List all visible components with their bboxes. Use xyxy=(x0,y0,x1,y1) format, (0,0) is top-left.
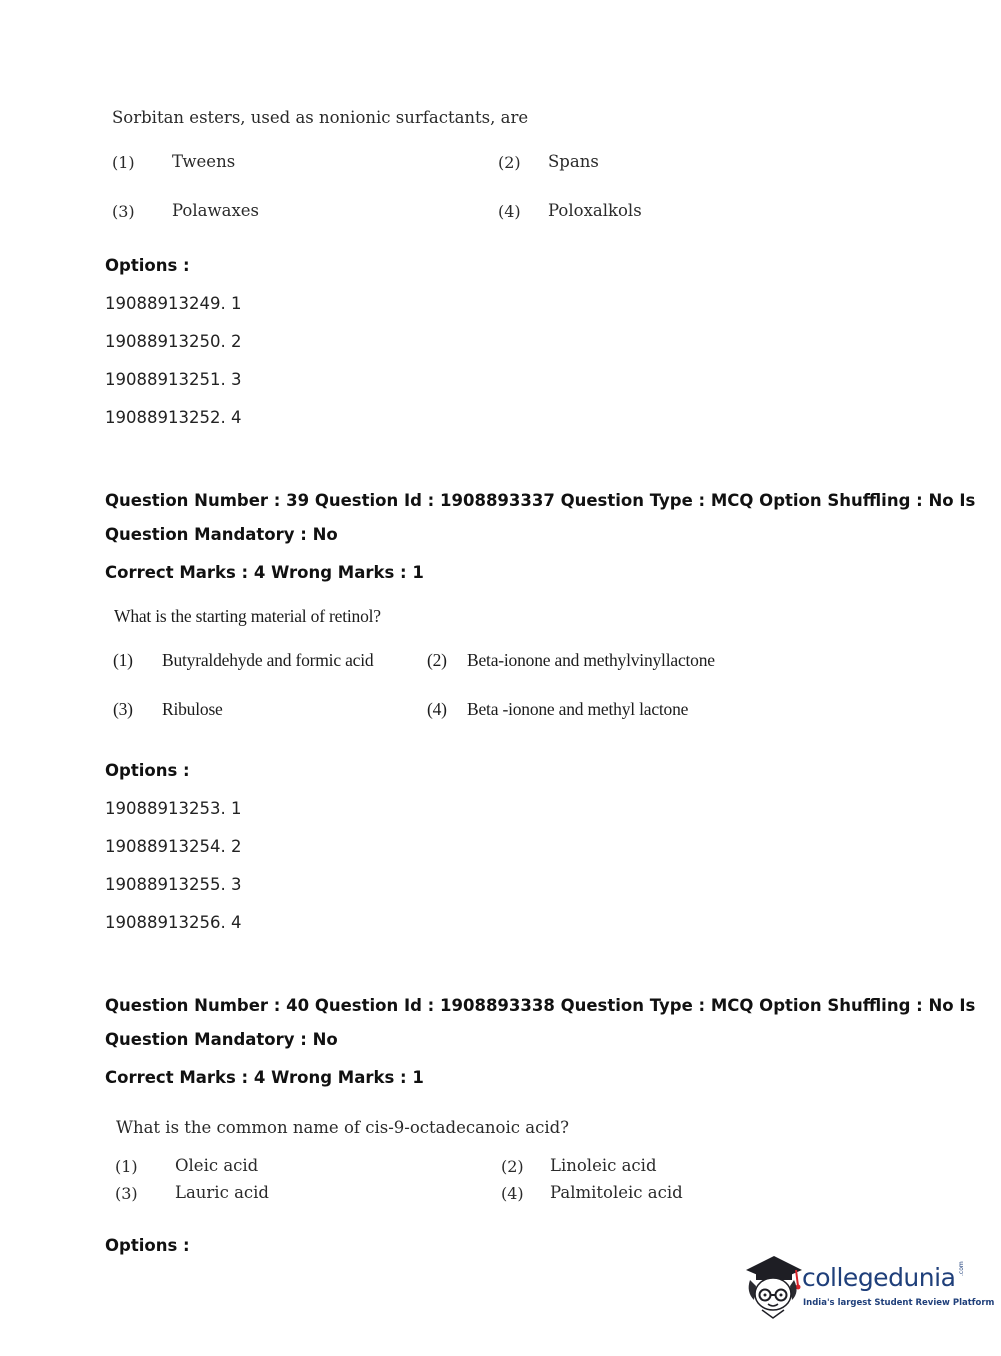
question-header: Question Number : 39 Question Id : 1908893337 Question Type : MCQ Option Shuffling : No Is xyxy=(105,491,976,510)
choice-number: (1) xyxy=(113,650,133,670)
question-mandatory: Question Mandatory : No xyxy=(105,525,338,544)
choice-text: Ribulose xyxy=(162,699,223,719)
option-item: 19088913249. 1 xyxy=(105,294,242,313)
choice-text: Linoleic acid xyxy=(550,1156,657,1175)
choice-number: (4) xyxy=(498,202,521,221)
option-item: 19088913252. 4 xyxy=(105,408,242,427)
mascot-icon xyxy=(742,1248,804,1320)
choice-text: Palmitoleic acid xyxy=(550,1183,683,1202)
question-text: What is the starting material of retinol? xyxy=(114,606,381,626)
choice-number: (2) xyxy=(501,1157,524,1176)
choice-number: (3) xyxy=(115,1184,138,1203)
choice-number: (1) xyxy=(115,1157,138,1176)
choice-text: Tweens xyxy=(172,152,236,171)
choice-text: Lauric acid xyxy=(175,1183,269,1202)
choice-text: Spans xyxy=(548,152,599,171)
logo-tagline: India's largest Student Review Platform xyxy=(803,1298,995,1308)
choice-number: (4) xyxy=(427,699,447,719)
option-item: 19088913253. 1 xyxy=(105,799,242,818)
options-label: Options : xyxy=(105,1236,190,1255)
question-text: What is the common name of cis-9-octadecanoic acid? xyxy=(116,1118,570,1137)
choice-text: Beta -ionone and methyl lactone xyxy=(467,699,689,719)
options-label: Options : xyxy=(105,256,190,275)
collegedunia-logo xyxy=(742,1248,995,1320)
question-marks: Correct Marks : 4 Wrong Marks : 1 xyxy=(105,1068,424,1087)
choice-text: Beta-ionone and methylvinyllactone xyxy=(467,650,715,670)
choice-text: Poloxalkols xyxy=(548,201,642,220)
option-item: 19088913250. 2 xyxy=(105,332,242,351)
option-item: 19088913256. 4 xyxy=(105,913,242,932)
question-marks: Correct Marks : 4 Wrong Marks : 1 xyxy=(105,563,424,582)
logo-suffix: .com xyxy=(958,1261,965,1276)
choice-number: (1) xyxy=(112,153,135,172)
choice-text: Butyraldehyde and formic acid xyxy=(162,650,374,670)
choice-number: (3) xyxy=(112,202,135,221)
choice-number: (2) xyxy=(498,153,521,172)
question-header: Question Number : 40 Question Id : 1908893338 Question Type : MCQ Option Shuffling : No Is xyxy=(105,996,976,1015)
choice-text: Polawaxes xyxy=(172,201,259,220)
choice-number: (4) xyxy=(501,1184,524,1203)
option-item: 19088913255. 3 xyxy=(105,875,242,894)
choice-number: (2) xyxy=(427,650,447,670)
choice-text: Oleic acid xyxy=(175,1156,259,1175)
question-mandatory: Question Mandatory : No xyxy=(105,1030,338,1049)
option-item: 19088913254. 2 xyxy=(105,837,242,856)
logo-wordmark: collegedunia xyxy=(802,1263,956,1292)
choice-number: (3) xyxy=(113,699,133,719)
option-item: 19088913251. 3 xyxy=(105,370,242,389)
question-text: Sorbitan esters, used as nonionic surfactants, are xyxy=(112,108,529,127)
options-label: Options : xyxy=(105,761,190,780)
